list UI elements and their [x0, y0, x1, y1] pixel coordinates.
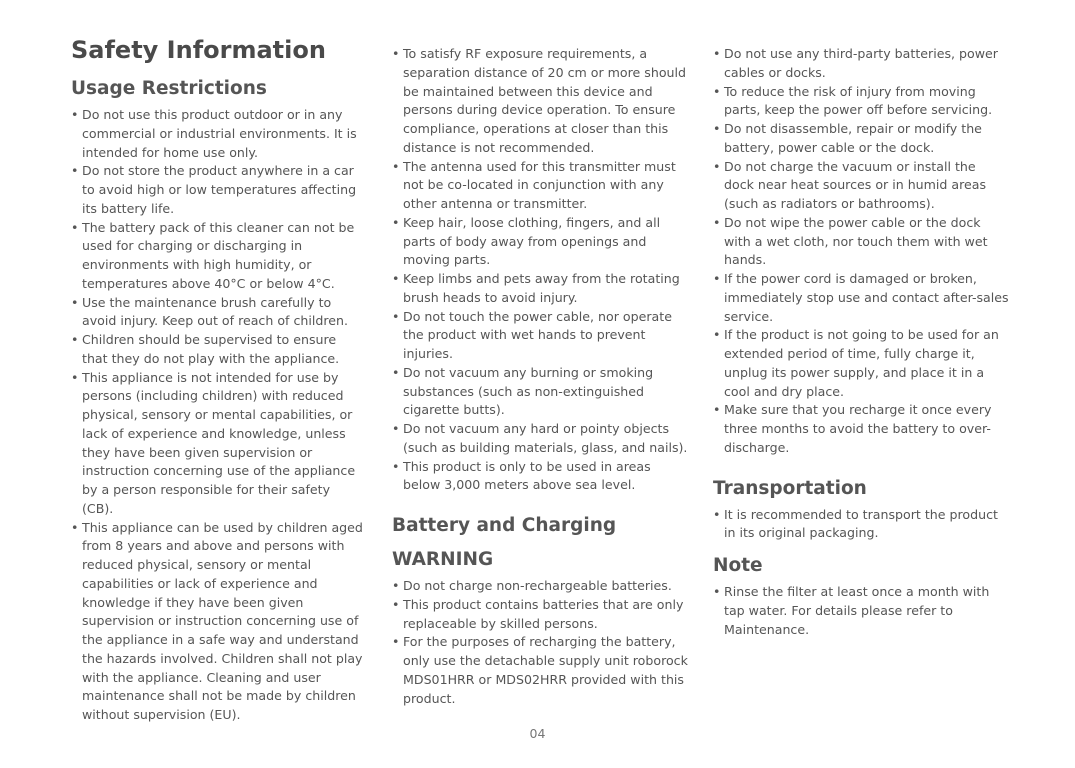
list-item: • It is recommended to transport the product in its original packaging.	[713, 506, 1009, 544]
list-item: • The antenna used for this transmitter must not be co-located in conjunction with any other antenna or transmitter.	[392, 158, 688, 214]
column-left	[71, 34, 363, 725]
list-item: • This product contains batteries that are only replaceable by skilled persons.	[392, 596, 688, 634]
list-item: • Keep hair, loose clothing, fingers, and all parts of body away from openings and moving parts.	[392, 214, 688, 270]
list-item: • This appliance is not intended for use by persons (including children) with reduced physical, sensory or mental capabilities, or lack of experience and knowledge, unless they have been given supervision or instruction concerning use of the appliance by a person responsible for their safety (CB).	[71, 369, 363, 519]
list-item: • If the product is not going to be used for an extended period of time, fully charge it, unplug its power supply, and place it in a cool and dry place.	[713, 326, 1009, 401]
list-item: • Do not use this product outdoor or in any commercial or industrial environments. It is intended for home use only.	[71, 106, 363, 162]
section-title-note: Note	[713, 555, 763, 576]
list-item: • Do not use any third-party batteries, power cables or docks.	[713, 45, 1009, 83]
list-item: • Do not charge non-rechargeable batteries.	[392, 577, 688, 596]
page-title: Safety Information	[71, 36, 326, 64]
list-item: • Do not touch the power cable, nor operate the product with wet hands to prevent injuries.	[392, 308, 688, 364]
list-item: • The battery pack of this cleaner can not be used for charging or discharging in environments with high humidity, or temperatures above 40°C or below 4°C.	[71, 219, 363, 294]
battery-list	[392, 577, 688, 708]
section-title-usage-restrictions: Usage Restrictions	[71, 78, 267, 99]
warning-title: WARNING	[392, 549, 494, 570]
list-item: • Do not vacuum any burning or smoking substances (such as non-extinguished cigarette butts).	[392, 364, 688, 420]
list-item: • Do not store the product anywhere in a car to avoid high or low temperatures affecting its battery life.	[71, 162, 363, 218]
list-item: • Do not charge the vacuum or install the dock near heat sources or in humid areas (such as radiators or bathrooms).	[713, 158, 1009, 214]
list-item: • To satisfy RF exposure requirements, a separation distance of 20 cm or more should be maintained between this device and persons during device operation. To ensure compliance, operations at closer than this distance is not recommended.	[392, 45, 688, 158]
list-item: • Keep limbs and pets away from the rotating brush heads to avoid injury.	[392, 270, 688, 308]
list-item: • Rinse the filter at least once a month with tap water. For details please refer to Maintenance.	[713, 583, 1009, 639]
list-item: • To reduce the risk of injury from moving parts, keep the power off before servicing.	[713, 83, 1009, 121]
list-item: • This product is only to be used in areas below 3,000 meters above sea level.	[392, 458, 688, 496]
list-item: • For the purposes of recharging the battery, only use the detachable supply unit roborock MDS01HRR or MDS02HRR provided with this product.	[392, 633, 688, 708]
section-title-transportation: Transportation	[713, 477, 867, 499]
list-item: • If the power cord is damaged or broken, immediately stop use and contact after-sales service.	[713, 270, 1009, 326]
list-item: • Do not vacuum any hard or pointy objects (such as building materials, glass, and nails).	[392, 420, 688, 458]
list-item: • Do not disassemble, repair or modify the battery, power cable or the dock.	[713, 120, 1009, 158]
list-item: • This appliance can be used by children aged from 8 years and above and persons with reduced physical, sensory or mental capabilities or lack of experience and knowledge if they have been given supervision or instruction concerning use of the appliance in a safe way and understand the hazards involved. Children shall not play with the appliance. Cleaning and user maintenance shall not be made by children without supervision (EU).	[71, 519, 363, 725]
list-item: • Children should be supervised to ensure that they do not play with the appliance.	[71, 331, 363, 369]
transportation-list	[713, 506, 1009, 544]
column-middle	[392, 45, 688, 708]
battery-list-continued	[713, 45, 1009, 458]
page-number: 04	[529, 726, 546, 741]
list-item: • Do not wipe the power cable or the dock with a wet cloth, nor touch them with wet hands.	[713, 214, 1009, 270]
usage-restrictions-list	[71, 106, 363, 725]
note-list	[713, 583, 1009, 639]
section-title-battery-charging: Battery and Charging	[392, 515, 617, 536]
column-right	[713, 45, 1009, 639]
list-item: • Make sure that you recharge it once every three months to avoid the battery to over-discharge.	[713, 401, 1009, 457]
list-item: • Use the maintenance brush carefully to avoid injury. Keep out of reach of children.	[71, 294, 363, 332]
usage-restrictions-list-continued	[392, 45, 688, 495]
